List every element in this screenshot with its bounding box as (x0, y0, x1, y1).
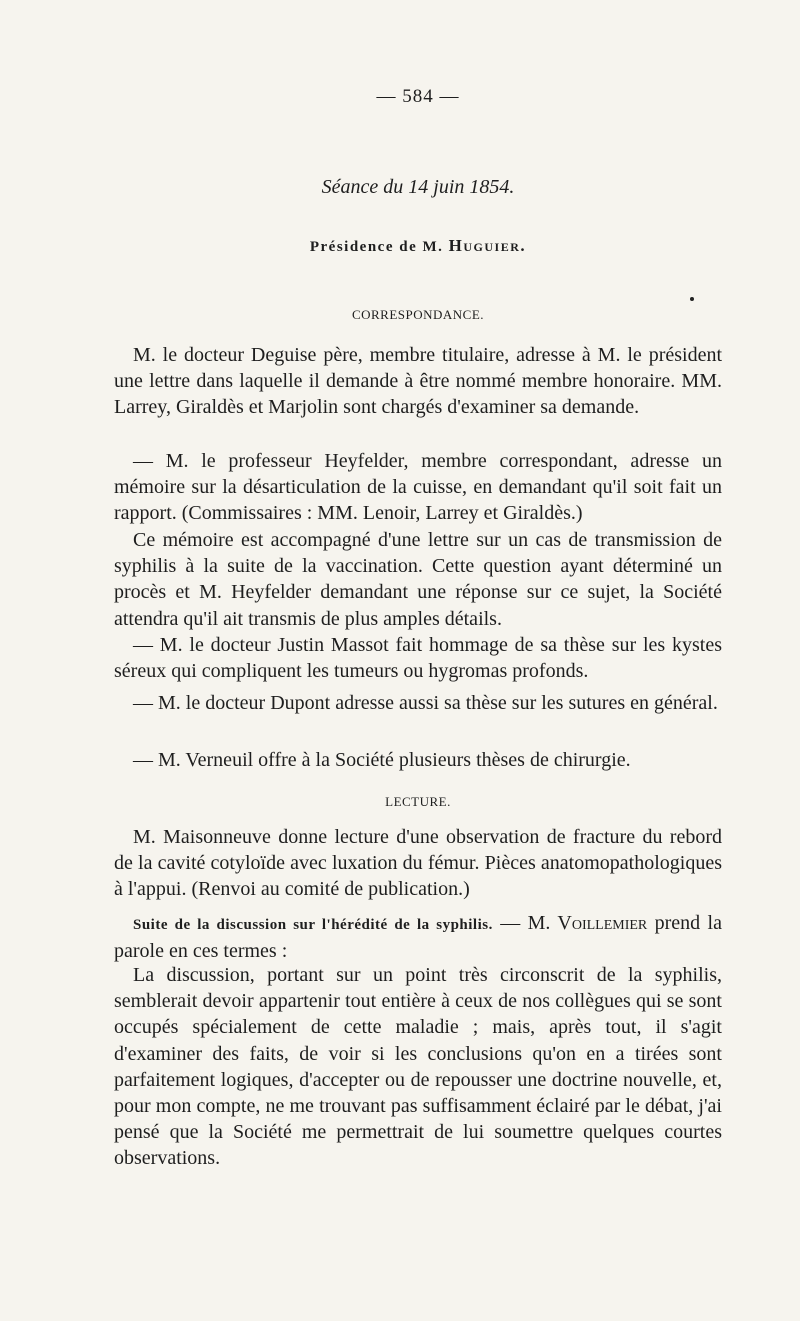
paragraph-heyfelder: — M. le professeur Heyfelder, membre correspondant, adresse un mémoire sur la désarticulation de la cuisse, en demandant qu'il soit fait un rapport. (Commissaires : MM. Lenoir, Larrey et Giraldès.) (114, 450, 722, 525)
presidency-name: Huguier. (448, 236, 527, 255)
speaker-name: — M. Voillemier (500, 912, 648, 934)
session-heading: Séance du 14 juin 1854. (321, 176, 515, 198)
paragraph-deguise: M. le docteur Deguise père, membre titulaire, adresse à M. le président une lettre dans laquelle il demande à être nommé membre honoraire. MM. Larrey, Giraldès et Marjolin sont chargés d'examiner sa demande. (114, 344, 722, 419)
presidency-line (114, 236, 722, 256)
document-page (114, 0, 722, 1321)
paragraph-maisonneuve: M. Maisonneuve donne lecture d'une observation de fracture du rebord de la cavité cotyloïde avec luxation du fémur. Pièces anatomopathologiques à l'appui. (Renvoi au comité de publication.) (114, 826, 722, 901)
discussion-title: Suite de la discussion sur l'hérédité de la syphilis. (133, 917, 493, 933)
presidency-prefix: Présidence de M. (309, 239, 449, 255)
paragraph-memoire: Ce mémoire est accompagné d'une lettre sur un cas de transmission de syphilis à la suite de la vaccination. Cette question ayant déterminé un procès et M. Heyfelder demandant une réponse sur ce sujet, la Société attendra qu'il ait transmis de plus amples détails. (114, 529, 722, 630)
ink-speck (690, 297, 694, 301)
discussion-intro-text: prend la parole en ces termes : (114, 912, 722, 963)
section-heading-correspondance: CORRESPONDANCE. (351, 307, 485, 322)
paragraph-verneuil: — M. Verneuil offre à la Société plusieurs thèses de chirurgie. (133, 749, 631, 771)
page-number: — 584 — (376, 86, 460, 107)
paragraph-massot: — M. le docteur Justin Massot fait hommage de sa thèse sur les kystes séreux qui compliquent les tumeurs ou hygromas profonds. (114, 634, 722, 683)
paragraph-voillemier-speech: La discussion, portant sur un point très circonscrit de la syphilis, semblerait devoir appartenir tout entière à ceux de nos collègues qui se sont occupés spécialement de cette maladie ; mais, après tout, il s'agit d'examiner des faits, de voir si les conclusions qu'on en a tirées sont parfaitement logiques, d'accepter ou de repousser une doctrine nouvelle, et, pour mon compte, ne me trouvant pas suffisamment éclairé par le débat, j'ai pensé que la Société me permettrait de lui soumettre quelques courtes observations. (114, 964, 722, 1170)
paragraph-discussion-intro (114, 910, 722, 964)
section-heading-lecture: LECTURE. (385, 794, 451, 809)
paragraph-dupont: — M. le docteur Dupont adresse aussi sa thèse sur les sutures en général. (133, 692, 718, 714)
